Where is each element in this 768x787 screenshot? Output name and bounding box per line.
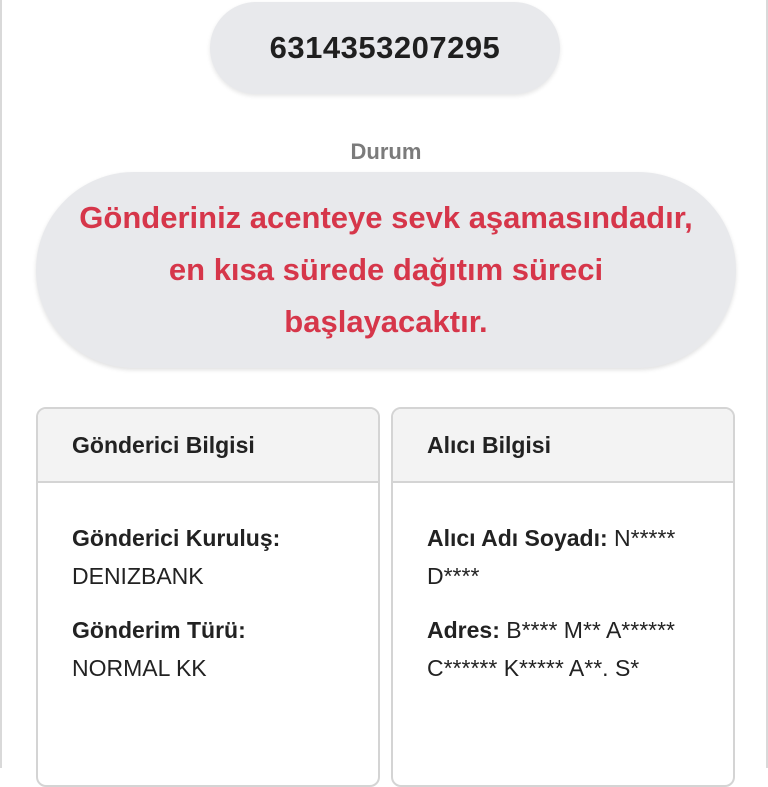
sender-institution-label: Gönderici Kuruluş: xyxy=(72,525,281,551)
sender-institution-field xyxy=(72,519,344,595)
recipient-info-card xyxy=(391,407,735,787)
status-message-box xyxy=(36,172,736,368)
recipient-card-title: Alıcı Bilgisi xyxy=(393,409,733,483)
shipment-type-label: Gönderim Türü: xyxy=(72,617,246,643)
recipient-address-label: Adres: xyxy=(427,617,500,643)
tracking-number: 6314353207295 xyxy=(210,2,560,94)
sender-card-body xyxy=(38,483,378,687)
shipment-type-field xyxy=(72,611,344,687)
sender-info-card xyxy=(36,407,380,787)
status-message: Gönderiniz acenteye sevk aşamasındadır, en kısa sürede dağıtım süreci başlayacaktır. xyxy=(79,200,693,339)
recipient-card-body xyxy=(393,483,733,687)
recipient-name-label: Alıcı Adı Soyadı: xyxy=(427,525,608,551)
sender-card-title: Gönderici Bilgisi xyxy=(38,409,378,483)
sender-institution-value: DENIZBANK xyxy=(72,563,204,589)
status-label: Durum xyxy=(350,139,422,164)
shipment-type-value: NORMAL KK xyxy=(72,655,207,681)
recipient-address-value: B**** M** A****** C****** K***** A**. S* xyxy=(427,617,676,681)
recipient-name-field xyxy=(427,519,699,595)
recipient-name-value: N***** D**** xyxy=(427,525,676,589)
recipient-address-field xyxy=(427,611,699,687)
